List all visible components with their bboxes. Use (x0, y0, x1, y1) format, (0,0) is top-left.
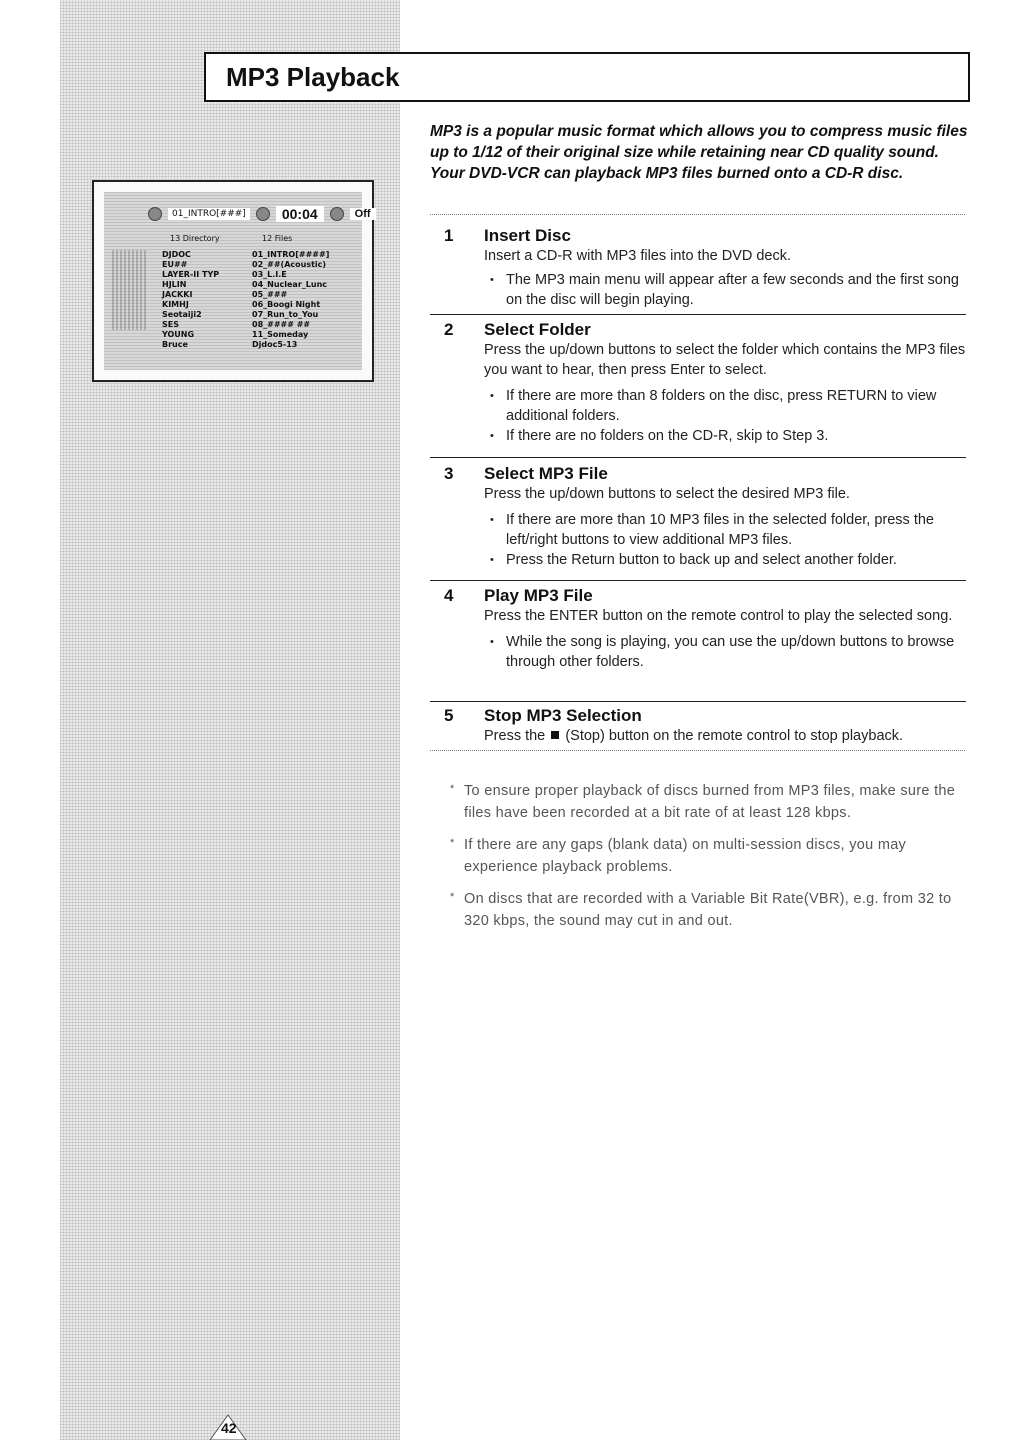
screen-file-item: 05_### (252, 290, 288, 299)
mp3-menu-screenshot (92, 180, 374, 382)
clock-icon (256, 207, 270, 221)
step-description: Press the up/down buttons to select the desired MP3 file. (484, 486, 850, 502)
step-1 (430, 226, 966, 315)
stop-icon (551, 731, 559, 739)
step-number: 3 (444, 464, 454, 483)
step-title: Stop MP3 Selection (484, 706, 642, 725)
step-number: 5 (444, 706, 454, 725)
step-bullets (484, 510, 966, 570)
screen-dir-item: Bruce (162, 340, 188, 349)
screen-dir-item: YOUNG (162, 330, 195, 339)
notes-section (448, 780, 973, 942)
screen-dir-item: DJDOC (162, 250, 191, 259)
step-desc-before: Press the (484, 728, 546, 744)
step-title: Select Folder (484, 320, 591, 339)
screen-side-panel (112, 250, 146, 330)
step-bullet: • While the song is playing, you can use the up/down buttons to browse through other folders. (484, 632, 966, 672)
screen-dir-item: HJLIN (162, 280, 187, 289)
screen-dir-item: KIMHJ (162, 300, 189, 309)
step-number: 2 (444, 320, 454, 339)
screen-time: 00:04 (276, 206, 324, 222)
screen-file-item: 08_#### ## (252, 320, 311, 329)
note-item: * If there are any gaps (blank data) on multi-session discs, you may experience playback problems. (448, 834, 973, 878)
dotted-divider-bottom (430, 750, 965, 751)
step-bullet: • If there are more than 8 folders on the disc, press RETURN to view additional folders. (484, 386, 966, 426)
screen-file-header: 12 Files (262, 234, 293, 243)
screen-file-list (252, 250, 329, 350)
screen-dir-item: SES (162, 320, 179, 329)
screen-file-item: 07_Run_to_You (252, 310, 319, 319)
step-number: 1 (444, 226, 454, 245)
step-bullet: • If there are no folders on the CD-R, skip to Step 3. (484, 426, 966, 446)
tv-screen (104, 192, 371, 370)
step-bullets (484, 386, 966, 446)
disc-icon (148, 207, 162, 221)
screen-dir-item: EU## (162, 260, 188, 269)
repeat-icon (330, 207, 344, 221)
note-item: * To ensure proper playback of discs burned from MP3 files, make sure the files have been recorded at a bit rate of at least 128 kbps. (448, 780, 973, 824)
step-title: Insert Disc (484, 226, 571, 245)
screen-file-item: 11_Someday (252, 330, 309, 339)
step-title: Select MP3 File (484, 464, 608, 483)
step-bullet: • If there are more than 10 MP3 files in the selected folder, press the left/right buttons to view additional MP3 files. (484, 510, 966, 550)
screen-directory-list (162, 250, 219, 350)
step-5 (430, 706, 966, 750)
step-2 (430, 320, 966, 458)
screen-dir-header: 13 Directory (170, 234, 220, 243)
step-description: Press the ENTER button on the remote control to play the selected song. (484, 608, 953, 624)
intro-paragraph: MP3 is a popular music format which allows you to compress music files up to 1/12 of their original size while retaining near CD quality sound. Your DVD-VCR can playback MP3 files burned onto a CD-R disc. (430, 123, 968, 182)
screen-dir-item: JACKKI (162, 290, 193, 299)
title-box (204, 52, 970, 102)
step-bullets (484, 270, 966, 310)
page-number (208, 1414, 248, 1440)
note-item: * On discs that are recorded with a Variable Bit Rate(VBR), e.g. from 32 to 320 kbps, the sound may cut in and out. (448, 888, 973, 932)
step-title: Play MP3 File (484, 586, 593, 605)
screen-dir-item: Seotaiji2 (162, 310, 202, 319)
screen-file-item: 02_##(Acoustic) (252, 260, 327, 269)
step-bullet: • Press the Return button to back up and select another folder. (484, 550, 966, 570)
screen-track: 01_INTRO[###] (168, 208, 250, 220)
screen-file-item: 04_Nuclear_Lunc (252, 280, 328, 289)
step-4 (430, 586, 966, 702)
screen-file-item: Djdoc5-13 (252, 340, 298, 349)
screen-file-item: 06_Boogi Night (252, 300, 321, 309)
step-description (484, 726, 966, 746)
screen-status-bar (148, 204, 371, 224)
screen-dir-item: LAYER-II TYP (162, 270, 220, 279)
step-desc-after: (Stop) button on the remote control to stop playback. (565, 728, 904, 744)
step-description: Insert a CD-R with MP3 files into the DVD deck. (484, 248, 792, 264)
screen-file-item: 01_INTRO[####] (252, 250, 330, 259)
step-number: 4 (444, 586, 454, 605)
step-description: Press the up/down buttons to select the folder which contains the MP3 files you want to hear, then press Enter to select. (484, 342, 966, 378)
page-number-text: 42 (221, 1420, 237, 1436)
step-3 (430, 464, 966, 581)
dotted-divider-top (430, 214, 965, 215)
screen-file-item: 03_L.I.E (252, 270, 287, 279)
page-title: MP3 Playback (226, 62, 400, 92)
step-bullet: • The MP3 main menu will appear after a few seconds and the first song on the disc will begin playing. (484, 270, 966, 310)
step-bullets (484, 632, 966, 672)
screen-repeat-mode: Off (350, 208, 376, 220)
